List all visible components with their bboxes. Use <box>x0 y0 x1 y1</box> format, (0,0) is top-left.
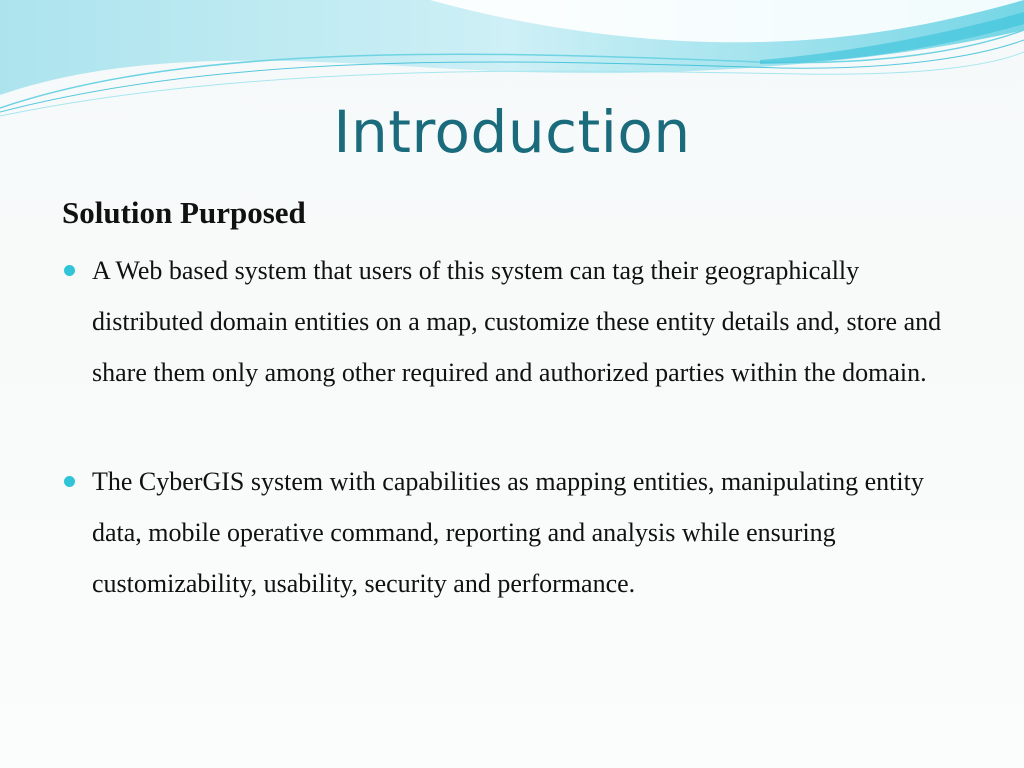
slide-title: Introduction <box>333 98 691 166</box>
section-subtitle: Solution Purposed <box>62 195 306 230</box>
bullet-item <box>92 245 972 398</box>
bullet-text: The CyberGIS system with capabilities as mapping entities, manipulating entity data, mobile operative command, reporting and analysis while ensuring customizability, usability, security and performance. <box>92 467 924 598</box>
bullet-text: A Web based system that users of this system can tag their geographically distributed domain entities on a map, customize these entity details and, store and share them only among other required and authorized parties within the domain. <box>92 256 942 387</box>
bullet-dot-icon <box>64 265 75 276</box>
bullet-item <box>92 456 972 609</box>
bullet-dot-icon <box>64 476 75 487</box>
